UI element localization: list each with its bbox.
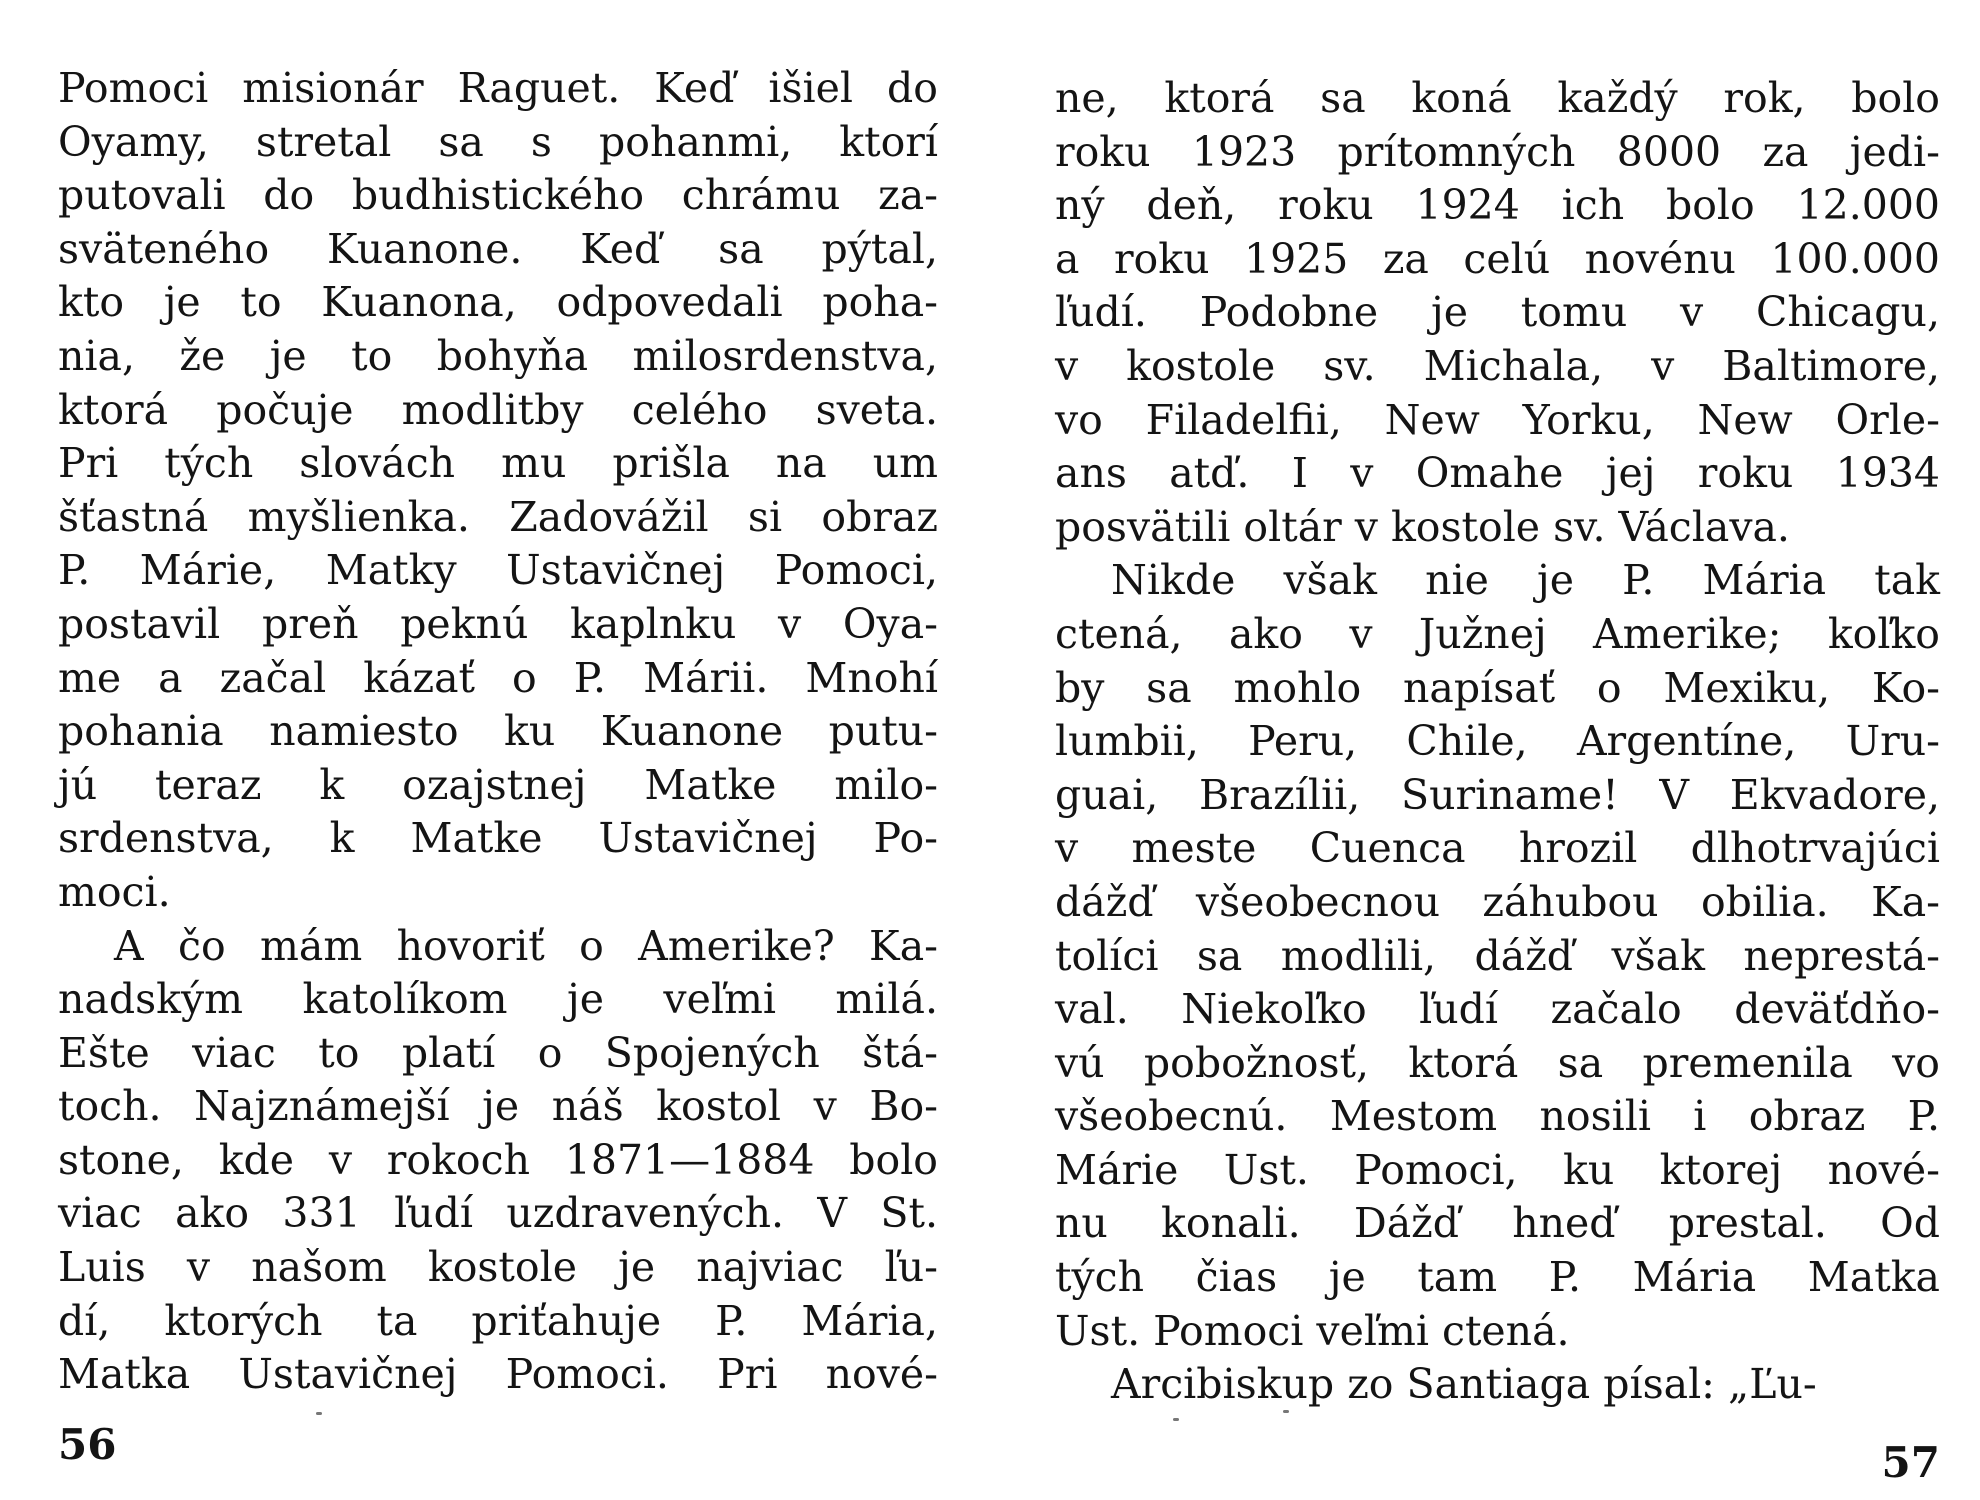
text-line: Ešte viac to platí o Spojených štá- (58, 1028, 938, 1077)
text-line: v meste Cuenca hrozil dlhotrvajúci (1055, 824, 1940, 873)
text-line: dážď všeobecnou záhubou obilia. Ka- (1055, 877, 1940, 926)
text-line: Pomoci misionár Raguet. Keď išiel do (58, 64, 938, 112)
text-line: nu konali. Dážď hneď prestal. Od (1055, 1199, 1940, 1248)
text-line: ľudí. Podobne je tomu v Chicagu, (1055, 288, 1940, 337)
text-line: Pri tých slovách mu prišla na um (58, 439, 938, 488)
text-line: pohania namiesto ku Kuanone putu- (58, 707, 938, 756)
text-line: Márie Ust. Pomoci, ku ktorej nové- (1055, 1145, 1940, 1194)
text-line: v kostole sv. Michala, v Baltimore, (1055, 341, 1940, 390)
text-line: srdenstva, k Matke Ustavičnej Po- (58, 814, 938, 863)
text-line: Matka Ustavičnej Pomoci. Pri nové- (58, 1350, 938, 1399)
right-page-text (1055, 72, 1940, 1412)
paragraph-start-line: Arcibiskup zo Santiaga písal: „Ľu- (1111, 1360, 1817, 1409)
text-line: Oyamy, stretal sa s pohanmi, ktorí (58, 117, 938, 166)
text-line: by sa mohlo napísať o Mexiku, Ko- (1055, 663, 1940, 712)
paragraph-end-line: Ust. Pomoci veľmi ctená. (1055, 1306, 1570, 1355)
text-line: vú pobožnosť, ktorá sa premenila vo (1055, 1038, 1940, 1087)
text-line: tolíci sa modlili, dážď však neprestá- (1055, 931, 1940, 980)
text-line: ans atď. I v Omahe jej roku 1934 (1055, 449, 1940, 498)
text-line: guai, Brazílii, Suriname! V Ekvadore, (1055, 770, 1940, 819)
paragraph-start-line: A čo mám hovoriť o Amerike? Ka- (114, 921, 938, 970)
text-line: ktorá počuje modlitby celého sveta. (58, 385, 938, 434)
text-line: ný deň, roku 1924 ich bolo 12.000 (1055, 181, 1940, 230)
print-speck (1283, 1410, 1289, 1413)
text-line: stone, kde v rokoch 1871—1884 bolo (58, 1135, 938, 1184)
text-line: Luis v našom kostole je najviac ľu- (58, 1243, 938, 1292)
text-line: putovali do budhistického chrámu za- (58, 171, 938, 220)
print-speck (1173, 1418, 1179, 1421)
text-line: nia, že je to bohyňa milosrdenstva, (58, 331, 938, 380)
text-line: me a začal kázať o P. Márii. Mnohí (58, 653, 938, 702)
text-line: nadským katolíkom je veľmi milá. (58, 975, 938, 1024)
left-page-text (58, 62, 938, 1402)
text-line: sväteného Kuanone. Keď sa pýtal, (58, 224, 938, 273)
text-line: ctená, ako v Južnej Amerike; koľko (1055, 609, 1940, 658)
text-line: postavil preň peknú kaplnku v Oya- (58, 599, 938, 648)
paragraph-start-line: Nikde však nie je P. Mária tak (1111, 556, 1940, 605)
page-number-right: 57 (1881, 1438, 1940, 1487)
paragraph-end-line: moci. (58, 867, 171, 916)
paragraph-end-line: posvätili oltár v kostole sv. Václava. (1055, 502, 1790, 551)
text-line: všeobecnú. Mestom nosili i obraz P. (1055, 1092, 1940, 1141)
text-line: jú teraz k ozajstnej Matke milo- (58, 760, 938, 809)
text-line: kto je to Kuanona, odpovedali poha- (58, 278, 938, 327)
text-line: šťastná myšlienka. Zadovážil si obraz (58, 492, 938, 541)
text-line: roku 1923 prítomných 8000 za jedi- (1055, 127, 1940, 176)
text-line: vo Filadelfii, New Yorku, New Orle- (1055, 395, 1940, 444)
page-number-left: 56 (58, 1420, 117, 1469)
text-line: tých čias je tam P. Mária Matka (1055, 1253, 1940, 1302)
print-speck (316, 1412, 322, 1415)
text-line: lumbii, Peru, Chile, Argentíne, Uru- (1055, 717, 1940, 766)
text-line: P. Márie, Matky Ustavičnej Pomoci, (58, 546, 938, 595)
text-line: a roku 1925 za celú novénu 100.000 (1055, 234, 1940, 283)
text-line: dí, ktorých ta priťahuje P. Mária, (58, 1296, 938, 1345)
text-line: ne, ktorá sa koná každý rok, bolo (1055, 74, 1940, 122)
text-line: viac ako 331 ľudí uzdravených. V St. (58, 1189, 938, 1238)
text-line: val. Niekoľko ľudí začalo deväťdňo- (1055, 985, 1940, 1034)
text-line: toch. Najznámejší je náš kostol v Bo- (58, 1082, 938, 1131)
